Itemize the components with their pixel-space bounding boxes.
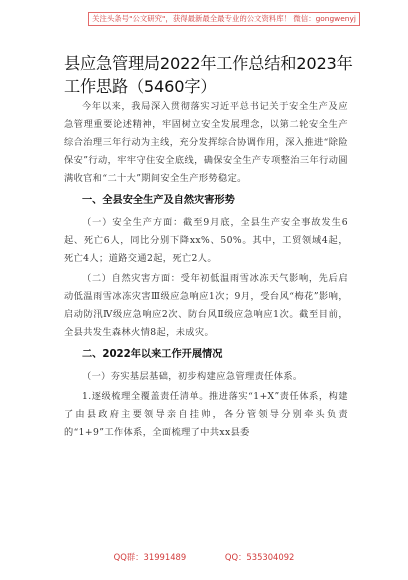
responsibility-list-paragraph: 1.逐级梳理全覆盖责任清单。推进落实“1+X”责任体系，构建了由县政府主要领导亲自挂帅，各分管领导分别牵头负责的“1+9”工作体系，全面梳理了中共xx县委 <box>64 391 348 438</box>
intro-paragraph: 今年以来，我局深入贯彻落实习近平总书记关于安全生产及应急管理重要论述精神，牢固树立安全发展理念，以第二轮安全生产综合治理三年行动为主线，充分发挥综合协调作用，深入推进“除险保安”行动，牢牢守住安全底线，确保安全生产专项整治三年行动圆满收官和“二十大”期间安全生产形势稳定。 <box>64 101 348 184</box>
document-title: 县应急管理局2022年工作总结和2023年工作思路（5460字） <box>64 54 353 96</box>
subsection-paragraph: （一）夯实基层基础，初步构建应急管理责任体系。 <box>82 371 303 382</box>
document-body <box>64 98 348 444</box>
qq-contact-text: QQ：535304092 <box>224 552 295 562</box>
safety-production-paragraph: （一）安全生产方面：截至9月底，全县生产安全事故发生6起、死亡6人，同比分别下降xx%、50%。其中，工贸领域4起，死亡4人；道路交通2起，死亡2人。 <box>64 217 348 264</box>
natural-disaster-paragraph: （二）自然灾害方面：受年初低温雨雪冰冻天气影响，先后启动低温雨雪冰冻灾害Ⅲ级应急响应1次；9月，受台风“梅花”影响，启动防汛Ⅳ级应急响应2次、防台风Ⅱ级应急响应1次。截至目前，全县共发生森林火情8起，未成灾。 <box>64 273 348 338</box>
qq-group-text: QQ群：31991489 <box>113 552 187 562</box>
section-heading-1: 一、全县安全生产及自然灾害形势 <box>82 195 235 206</box>
promo-banner: 关注头条号"公文研究"，获得最新最全最专业的公文资料库！ 微信：gongwenyj <box>88 12 360 26</box>
contact-footer <box>0 551 408 563</box>
section-heading-2: 二、2022年以来工作开展情况 <box>82 349 223 360</box>
